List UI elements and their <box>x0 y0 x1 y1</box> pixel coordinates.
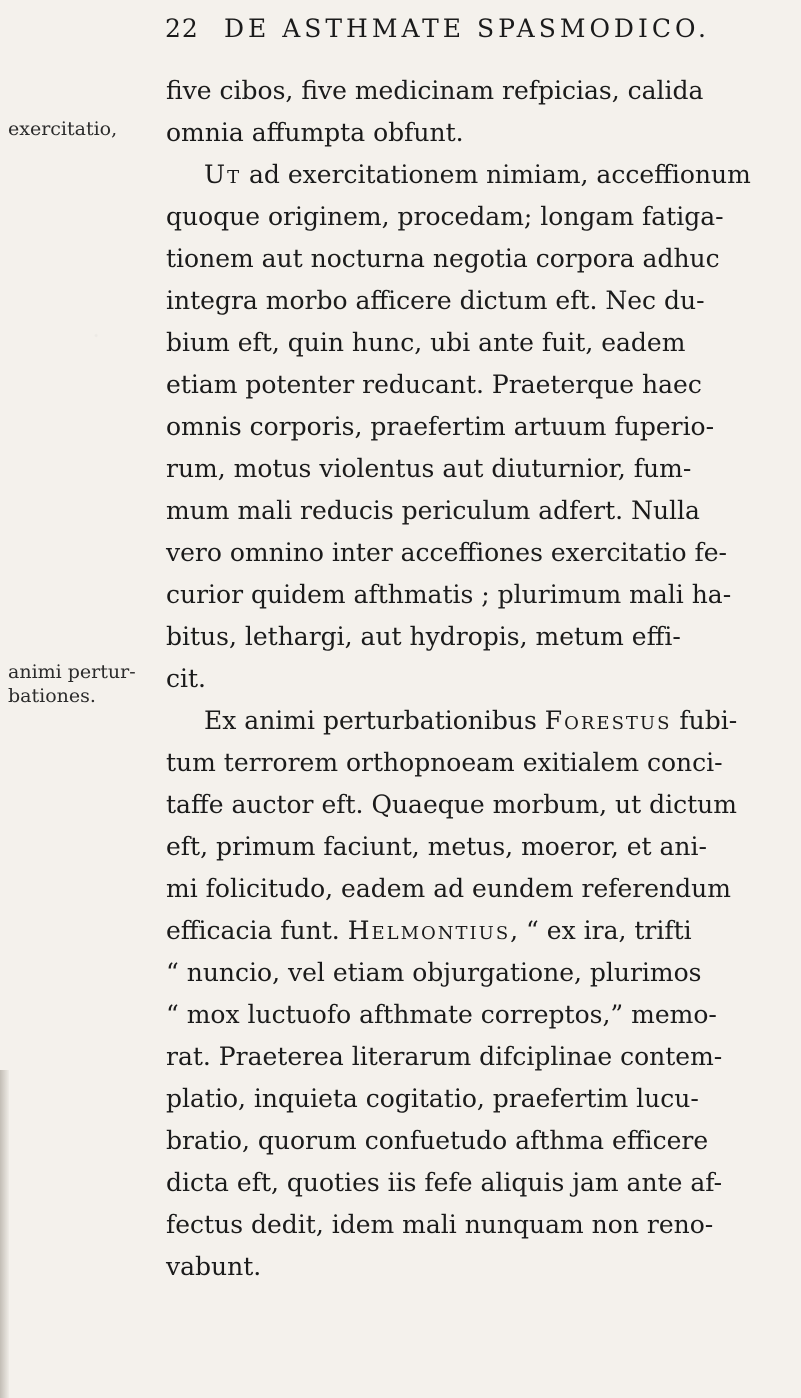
text-line-8 <box>166 364 774 406</box>
text-run: dicta eft, quoties iis fefe aliquis jam ante af- <box>166 1168 723 1197</box>
text-run: vabunt. <box>166 1252 262 1281</box>
text-run: five cibos, five medicinam refpicias, calida <box>166 76 704 105</box>
text-run: curior quidem afthmatis ; plurimum mali ha- <box>166 580 732 609</box>
text-line-10 <box>166 448 774 490</box>
text-line-1 <box>166 70 774 112</box>
text-run: , “ ex ira, trifti <box>510 916 692 945</box>
text-line-16 <box>166 700 774 742</box>
text-line-23 <box>166 994 774 1036</box>
text-line-15 <box>166 658 774 700</box>
text-line-26 <box>166 1120 774 1162</box>
text-run: vero omnino inter acceffiones exercitatio fe- <box>166 538 727 567</box>
text-line-24 <box>166 1036 774 1078</box>
text-line-3 <box>166 154 774 196</box>
text-run: omnis corporis, praefertim artuum fuperio- <box>166 412 715 441</box>
text-run: bium eft, quin hunc, ubi ante fuit, eadem <box>166 328 686 357</box>
text-line-25 <box>166 1078 774 1120</box>
text-run: fectus dedit, idem mali nunquam non reno- <box>166 1210 714 1239</box>
text-line-4 <box>166 196 774 238</box>
text-line-22 <box>166 952 774 994</box>
text-line-2 <box>166 112 774 154</box>
text-run: “ mox luctuofo afthmate correptos,” memo- <box>166 1000 717 1029</box>
text-line-21 <box>166 910 774 952</box>
text-line-13 <box>166 574 774 616</box>
text-line-27 <box>166 1162 774 1204</box>
text-line-28 <box>166 1204 774 1246</box>
text-run: platio, inquieta cogitatio, praefertim lucu- <box>166 1084 699 1113</box>
text-run: integra morbo afficere dictum eft. Nec du- <box>166 286 705 315</box>
text-run-smallcaps: Ut <box>204 160 242 189</box>
text-run: tum terrorem orthopnoeam exitialem conci- <box>166 748 723 777</box>
text-run: rat. Praeterea literarum difciplinae contem- <box>166 1042 723 1071</box>
text-run: eft, primum faciunt, metus, moeror, et ani- <box>166 832 707 861</box>
text-run: cit. <box>166 664 206 693</box>
text-line-5 <box>166 238 774 280</box>
text-run: quoque originem, procedam; longam fatiga- <box>166 202 724 231</box>
text-run: mum mali reducis periculum adfert. Nulla <box>166 496 700 525</box>
margin-note-animi <box>8 660 156 708</box>
running-head <box>165 14 710 43</box>
body-text <box>166 70 774 1288</box>
text-run: fubi- <box>671 706 738 735</box>
text-run: “ nuncio, vel etiam objurgatione, plurimos <box>166 958 702 987</box>
text-line-14 <box>166 616 774 658</box>
margin-note-exercitatio <box>8 117 156 141</box>
binding-shadow <box>0 1070 9 1398</box>
text-line-17 <box>166 742 774 784</box>
text-line-9 <box>166 406 774 448</box>
margin-note-line: bationes. <box>8 685 96 707</box>
text-line-20 <box>166 868 774 910</box>
text-line-18 <box>166 784 774 826</box>
text-line-11 <box>166 490 774 532</box>
text-line-29 <box>166 1246 774 1288</box>
running-title: DE ASTHMATE SPASMODICO. <box>223 14 710 43</box>
margin-note-line: exercitatio, <box>8 118 118 140</box>
text-run-smallcaps: Forestus <box>544 706 672 735</box>
text-line-6 <box>166 280 774 322</box>
text-run: mi folicitudo, eadem ad eundem referendum <box>166 874 731 903</box>
text-run: taffe auctor eft. Quaeque morbum, ut dictum <box>166 790 737 819</box>
text-run: Ex animi perturbationibus <box>204 706 545 735</box>
text-run-smallcaps: Helmontius <box>347 916 511 945</box>
margin-note-line: animi pertur- <box>8 661 136 683</box>
text-run: bitus, lethargi, aut hydropis, metum effi- <box>166 622 681 651</box>
text-run: bratio, quorum confuetudo afthma efficere <box>166 1126 709 1155</box>
text-run: rum, motus violentus aut diuturnior, fum- <box>166 454 692 483</box>
text-line-7 <box>166 322 774 364</box>
text-run: etiam potenter reducant. Praeterque haec <box>166 370 702 399</box>
text-line-19 <box>166 826 774 868</box>
text-line-12 <box>166 532 774 574</box>
text-run: omnia affumpta obfunt. <box>166 118 464 147</box>
text-run: efficacia funt. <box>166 916 348 945</box>
text-run: ad exercitationem nimiam, acceffionum <box>241 160 751 189</box>
page-number: 22 <box>165 14 199 43</box>
text-run: tionem aut nocturna negotia corpora adhuc <box>166 244 720 273</box>
